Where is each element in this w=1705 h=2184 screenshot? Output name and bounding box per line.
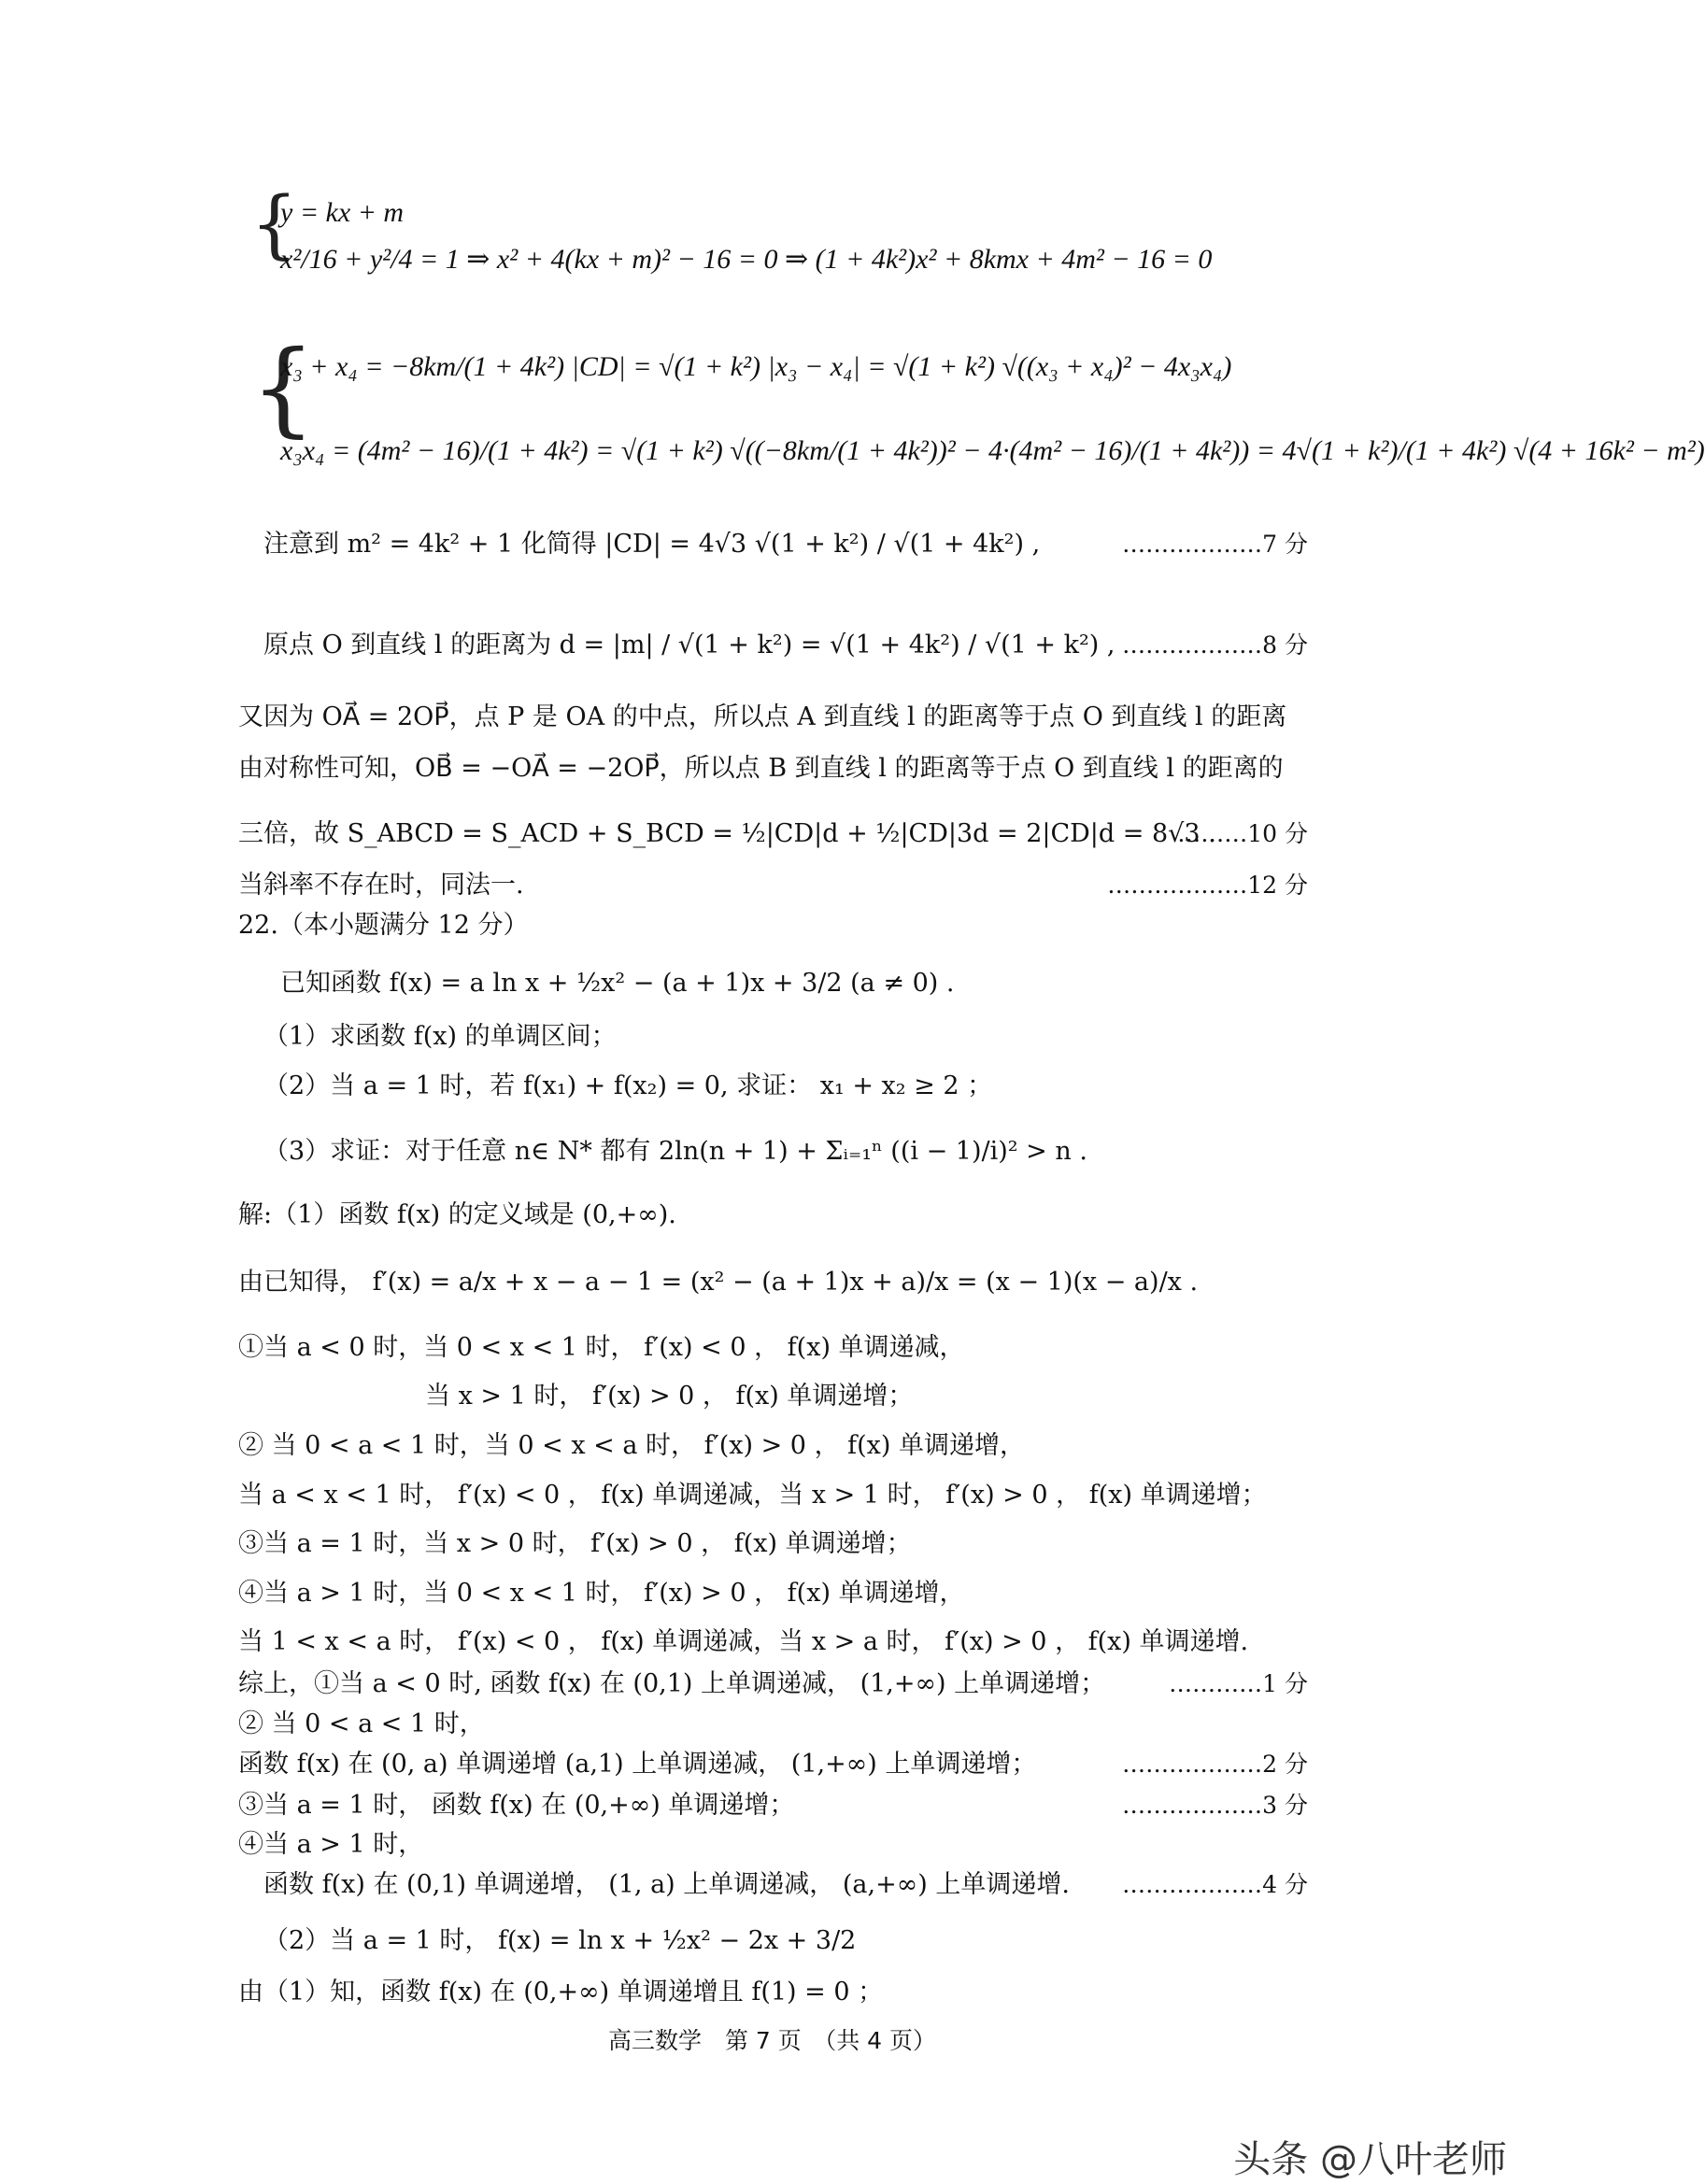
score-marker: ………10 分 [1177, 820, 1308, 847]
score-marker: …………1 分 [1169, 1670, 1308, 1697]
page-footer: 高三数学 第 7 页 （共 4 页） [607, 2027, 937, 2054]
solution-line: （2）当 a = 1 时， f(x) = ln x + ½x² − 2x + 3/2 [263, 1926, 857, 1955]
question-part: （2）当 a = 1 时，若 f(x₁) + f(x₂) = 0, 求证： x₁ + x₂ ≥ 2 ； [263, 1071, 993, 1100]
solution-line: ② 当 0 < a < 1 时，当 0 < x < a 时， f′(x) > 0 ， f(x) 单调递增， [238, 1431, 1026, 1460]
summary-line: ④当 a > 1 时， [238, 1830, 424, 1859]
text-line: 又因为 OA⃗ = 2OP⃗，点 P 是 OA 的中点，所以点 A 到直线 l 的距离等于点 O 到直线 l 的距离 [238, 702, 1287, 731]
score-marker: ………………2 分 [1122, 1751, 1308, 1778]
solution-line: 由已知得， f′(x) = a/x + x − a − 1 = (x² − (a + 1)x + a)/x = (x − 1)(x − a)/x . [238, 1268, 1199, 1297]
question-text: 已知函数 f(x) = a ln x + ½x² − (a + 1)x + 3/2 (a ≠ 0) . [280, 969, 955, 998]
equation-line: x₃ + x₄ = −8km/(1 + 4k²) |CD| = √(1 + k²) |x₃ − x₄| = √(1 + k²) √((x₃ + x₄)² − 4x₃x₄) [280, 351, 1232, 382]
solution-line: ③当 a = 1 时，当 x > 0 时， f′(x) > 0 ， f(x) 单调递增； [238, 1529, 912, 1558]
solution-line: 当 1 < x < a 时， f′(x) < 0 ， f(x) 单调递减，当 x > a 时， f′(x) > 0 ， f(x) 单调递增. [238, 1627, 1249, 1656]
score-marker: ………………12 分 [1107, 872, 1308, 899]
question-part: （1）求函数 f(x) 的单调区间； [263, 1022, 617, 1051]
score-marker: ………………7 分 [1122, 531, 1308, 558]
equation-line: x²/16 + y²/4 = 1 ⇒ x² + 4(kx + m)² − 16 = 0 ⇒ (1 + 4k²)x² + 8kmx + 4m² − 16 = 0 [280, 244, 1213, 275]
text-line: 原点 O 到直线 l 的距离为 d = |m| / √(1 + k²) = √(1 + 4k²) / √(1 + k²) , [263, 631, 1115, 659]
summary-line: ② 当 0 < a < 1 时， [238, 1709, 485, 1738]
question-part: （3）求证：对于任意 n∈ N* 都有 2ln(n + 1) + Σᵢ₌₁ⁿ ((i − 1)/i)² > n . [263, 1137, 1087, 1166]
summary-line: ③当 a = 1 时， 函数 f(x) 在 (0,+∞) 单调递增； [238, 1791, 795, 1820]
system-brace: { [250, 328, 316, 447]
watermark: 头条 @八叶老师 [1233, 2138, 1507, 2181]
solution-line: ④当 a > 1 时，当 0 < x < 1 时， f′(x) > 0 ， f(x) 单调递增， [238, 1579, 965, 1608]
summary-line: 函数 f(x) 在 (0,1) 单调递增， (1, a) 上单调递减， (a,+∞) 上单调递增. [263, 1870, 1070, 1899]
solution-line: 由（1）知，函数 f(x) 在 (0,+∞) 单调递增且 f(1) = 0 ； [238, 1978, 884, 2007]
text-line: 当斜率不存在时，同法一. [238, 871, 524, 900]
summary-line: 综上，①当 a < 0 时, 函数 f(x) 在 (0,1) 上单调递减， (1,+∞) 上单调递增； [238, 1669, 1106, 1698]
text-line: 由对称性可知，OB⃗ = −OA⃗ = −2OP⃗，所以点 B 到直线 l 的距离等于点 O 到直线 l 的距离的 [238, 754, 1284, 783]
question-heading: 22.（本小题满分 12 分） [238, 911, 529, 940]
system-brace: { [250, 180, 298, 267]
solution-line: ①当 a < 0 时，当 0 < x < 1 时， f′(x) < 0 ， f(x) 单调递减， [238, 1333, 965, 1362]
equation-line: y = kx + m [280, 197, 405, 228]
score-marker: ………………8 分 [1122, 631, 1308, 659]
solution-line: 当 a < x < 1 时， f′(x) < 0 ， f(x) 单调递减，当 x > 1 时， f′(x) > 0 ， f(x) 单调递增； [238, 1481, 1267, 1510]
solution-line: 解:（1）函数 f(x) 的定义域是 (0,+∞). [238, 1200, 676, 1229]
score-marker: ………………4 分 [1122, 1871, 1308, 1898]
solution-line: 当 x > 1 时， f′(x) > 0 ， f(x) 单调递增； [425, 1382, 914, 1411]
summary-line: 函数 f(x) 在 (0, a) 单调递增 (a,1) 上单调递减， (1,+∞) 上单调递增； [238, 1750, 1037, 1779]
text-line: 三倍，故 S_ABCD = S_ACD + S_BCD = ½|CD|d + ½|CD|3d = 2|CD|d = 8√3 . [238, 819, 1216, 848]
score-marker: ………………3 分 [1122, 1792, 1308, 1819]
equation-line: x₃x₄ = (4m² − 16)/(1 + 4k²) = √(1 + k²) √((−8km/(1 + 4k²))² − 4·(4m² − 16)/(1 + 4k²)) = 4√(1 + k²)/(1 + 4k²) √(4 + 16k² − m²) [280, 435, 1705, 466]
text-line: 注意到 m² = 4k² + 1 化简得 |CD| = 4√3 √(1 + k²) / √(1 + 4k²) , [263, 530, 1041, 559]
